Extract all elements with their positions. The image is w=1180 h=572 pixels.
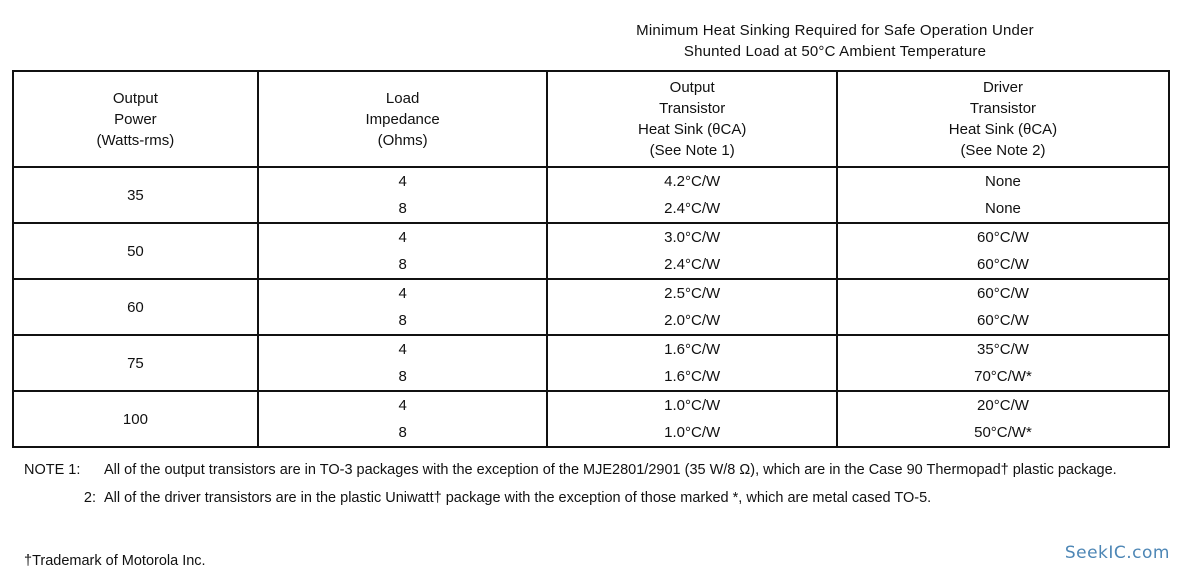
driver-heatsink-header [837, 71, 1169, 167]
driver-heatsink-cell: 35°C/W [837, 335, 1169, 363]
output-heatsink-cell: 4.2°C/W [547, 167, 837, 195]
output-power-cell: 60 [13, 279, 258, 335]
output-heatsink-cell: 2.5°C/W [547, 279, 837, 307]
watermark: SeekIC.com [1064, 543, 1170, 563]
note-1-label: NOTE 1: [24, 462, 81, 478]
load-impedance-cell: 4 [258, 167, 548, 195]
output-heatsink-header-line: Heat Sink (θCA) [637, 121, 747, 138]
driver-heatsink-cell: None [837, 195, 1169, 223]
output-heatsink-header-line: Transistor [659, 100, 726, 117]
driver-heatsink-cell: 60°C/W [837, 307, 1169, 335]
driver-heatsink-cell: 60°C/W [837, 251, 1169, 279]
table-row [13, 391, 1169, 419]
note-1 [24, 460, 1164, 480]
output-heatsink-header-line: Output [669, 79, 715, 96]
output-heatsink-cell: 2.0°C/W [547, 307, 837, 335]
note-2 [24, 488, 1164, 508]
output-heatsink-cell: 2.4°C/W [547, 251, 837, 279]
driver-heatsink-cell: 60°C/W [837, 279, 1169, 307]
note-2-label: 2: [83, 490, 96, 506]
driver-heatsink-header-line: Transistor [969, 100, 1037, 117]
table-row [13, 167, 1169, 195]
output-heatsink-cell: 1.0°C/W [547, 419, 837, 447]
table-row [13, 335, 1169, 363]
output-power-cell: 35 [13, 167, 258, 223]
load-impedance-header [258, 71, 548, 167]
title-line-2: Shunted Load at 50°C Ambient Temperature [683, 43, 987, 60]
trademark-note: †Trademark of Motorola Inc. [24, 553, 206, 569]
table-body [13, 167, 1169, 447]
load-impedance-cell: 4 [258, 335, 548, 363]
load-impedance-cell: 8 [258, 307, 548, 335]
driver-heatsink-header-line: (See Note 2) [960, 142, 1046, 159]
driver-heatsink-cell: 70°C/W* [837, 363, 1169, 391]
driver-heatsink-cell: 60°C/W [837, 223, 1169, 251]
output-power-header-line: (Watts-rms) [96, 131, 175, 149]
load-impedance-cell: 8 [258, 251, 548, 279]
driver-heatsink-header-line: Driver [982, 79, 1023, 96]
driver-heatsink-header-line: Heat Sink (θCA) [948, 121, 1058, 138]
note-1-text: All of the output transistors are in TO-3 packages with the exception of the MJE2801/2901 (35 W/8 Ω), which are in the Case 90 Thermopad† plastic package. [104, 462, 1117, 478]
table-row [13, 279, 1169, 307]
output-power-header-line: Power [114, 110, 157, 128]
output-heatsink-header [547, 71, 837, 167]
output-heatsink-cell: 1.6°C/W [547, 363, 837, 391]
load-impedance-cell: 4 [258, 391, 548, 419]
table-row [13, 223, 1169, 251]
load-impedance-cell: 8 [258, 419, 548, 447]
notes-section [24, 460, 1164, 516]
driver-heatsink-cell: 50°C/W* [837, 419, 1169, 447]
driver-heatsink-cell: 20°C/W [837, 391, 1169, 419]
title-line-1: Minimum Heat Sinking Required for Safe Operation Under [636, 22, 1034, 39]
output-power-header [13, 71, 258, 167]
output-power-cell: 75 [13, 335, 258, 391]
output-heatsink-header-line: (See Note 1) [649, 142, 735, 159]
load-impedance-header-line: Load [385, 89, 420, 107]
load-impedance-cell: 4 [258, 223, 548, 251]
load-impedance-header-line: Impedance [365, 110, 440, 128]
output-power-header-line: Output [112, 89, 158, 107]
output-heatsink-cell: 2.4°C/W [547, 195, 837, 223]
load-impedance-cell: 8 [258, 195, 548, 223]
output-heatsink-cell: 3.0°C/W [547, 223, 837, 251]
output-heatsink-cell: 1.6°C/W [547, 335, 837, 363]
output-heatsink-cell: 1.0°C/W [547, 391, 837, 419]
load-impedance-cell: 8 [258, 363, 548, 391]
output-power-cell: 100 [13, 391, 258, 447]
header-row [13, 71, 1169, 167]
load-impedance-cell: 4 [258, 279, 548, 307]
output-power-cell: 50 [13, 223, 258, 279]
driver-heatsink-cell: None [837, 167, 1169, 195]
heat-sink-table [12, 70, 1170, 448]
table-title [560, 20, 1110, 62]
note-2-text: All of the driver transistors are in the plastic Uniwatt† package with the exception of those marked *, which are metal cased TO-5. [104, 490, 932, 506]
load-impedance-header-line: (Ohms) [377, 131, 428, 149]
